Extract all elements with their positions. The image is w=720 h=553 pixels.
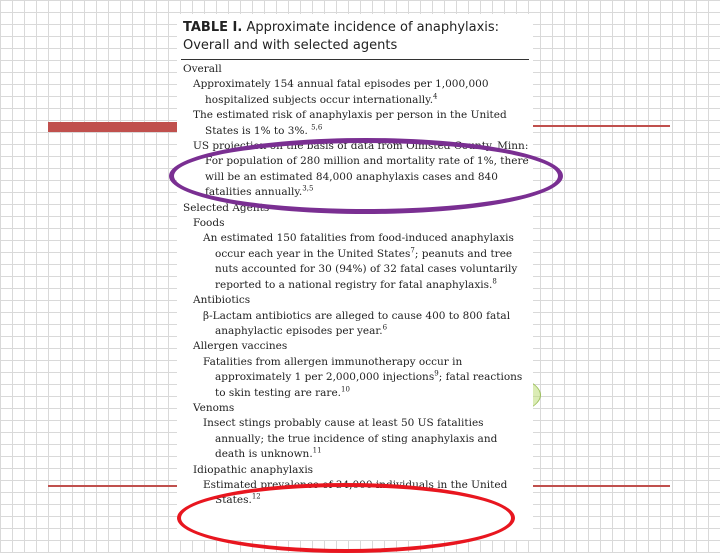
- vaccines-text: Fatalities from allergen immunotherapy occur in approximately 1 per 2,000,000 injections$^9$; fatal reactions to skin testing are rare.$^{10}$: [203, 355, 523, 399]
- overall-item-1: Approximately 154 annual fatal episodes per 1,000,000 hospitalized subjects occur internationally.$^4$: [193, 78, 489, 106]
- foods-heading: Foods: [193, 217, 225, 230]
- table-page: [177, 14, 533, 540]
- venoms-text: Insect stings probably cause at least 50 US fatalities annually; the true incidence of sting anaphylaxis and death is unknown.$^{11}$: [203, 417, 498, 461]
- overall-item-3: US projection on the basis of data from Olmsted County, Minn: For population of 280 million and mortality rate of 1%, there will be an estimated 84,000 anaphylaxis cases and 840 fatalities annually.$^{3,5}$: [193, 140, 529, 199]
- red-highlight-ellipse: [177, 483, 515, 553]
- idiopathic-heading: Idiopathic anaphylaxis: [193, 463, 314, 476]
- foods-text: An estimated 150 fatalities from food-induced anaphylaxis occur each year in the United States$^7$; peanuts and tree nuts accounted for 30 (94%) of 32 fatal cases voluntarily reported to a national registry for fatal anaphylaxis.$^8$: [203, 232, 518, 291]
- overall-item-2: The estimated risk of anaphylaxis per person in the United States is 1% to 3%. $^{5,6}$: [193, 109, 507, 137]
- venoms-heading: Venoms: [193, 401, 235, 414]
- table-body: [177, 62, 533, 509]
- title-rule: [181, 59, 529, 60]
- table-caption: Approximate incidence of anaphylaxis: Overall and with selected agents: [183, 20, 500, 53]
- table-number: TABLE I.: [183, 20, 243, 35]
- purple-highlight-ellipse: [169, 138, 563, 214]
- idiopathic-text: Estimated prevalence of 34,000 individuals in the United States.$^{12}$: [203, 478, 508, 507]
- accent-bar: [48, 122, 178, 132]
- table-title: [183, 19, 527, 55]
- section-overall-heading: Overall: [183, 63, 222, 75]
- antibiotics-heading: Antibiotics: [193, 294, 251, 307]
- antibiotics-text: β-Lactam antibiotics are alleged to cause 400 to 800 fatal anaphylactic episodes per year.$^6$: [203, 309, 511, 337]
- vaccines-heading: Allergen vaccines: [193, 340, 288, 353]
- section-selected-heading: Selected Agents: [183, 201, 270, 214]
